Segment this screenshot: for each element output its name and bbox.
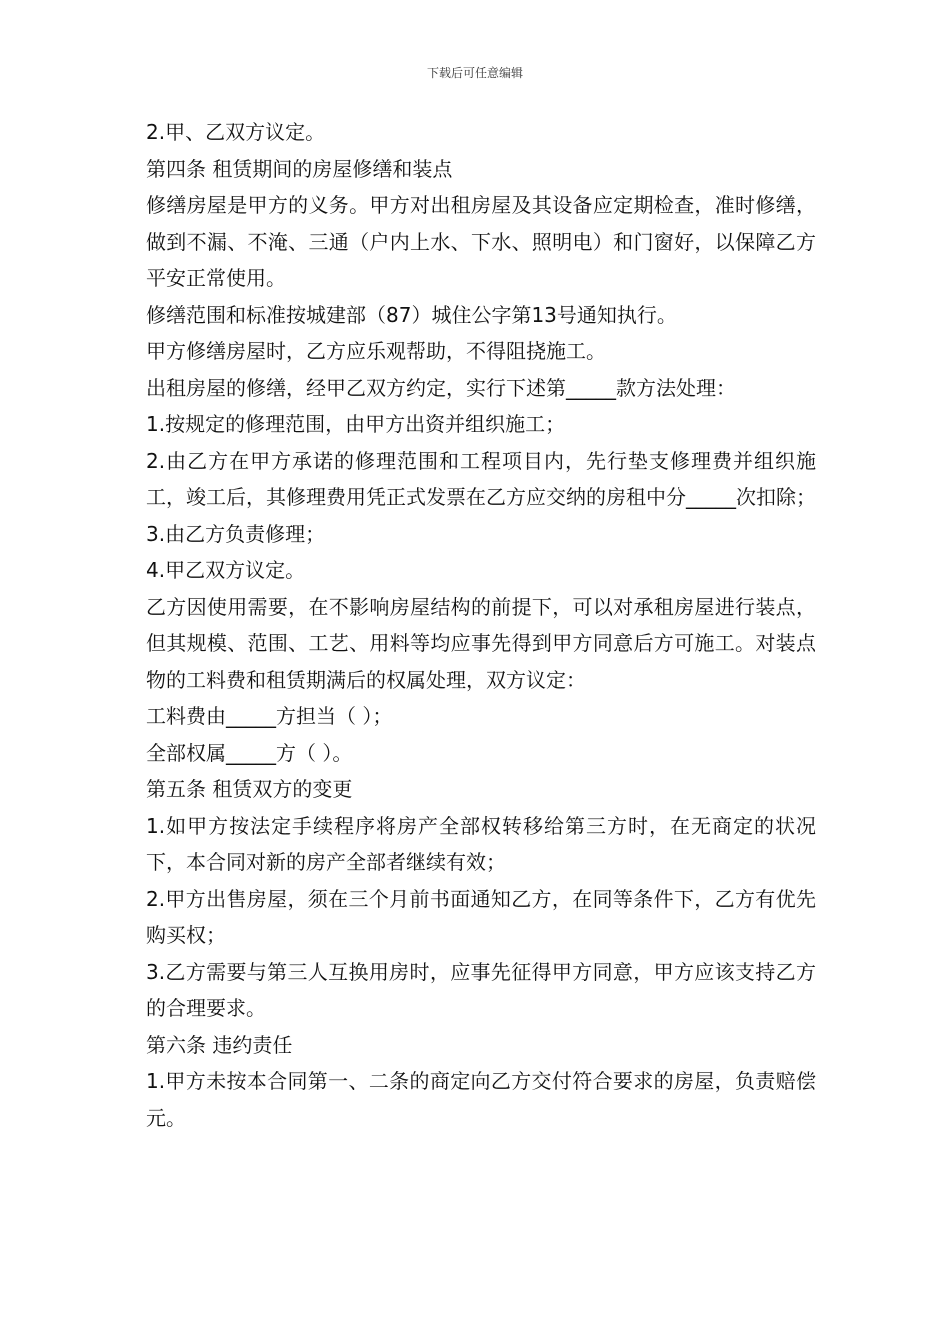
paragraph-11: 乙方因使用需要，在不影响房屋结构的前提下，可以对承租房屋进行装点，但其规模、范围、工艺、用料等均应事先得到甲方同意后方可施工。对装点物的工料费和租赁期满后的权属处理，双方议定： — [146, 594, 816, 692]
paragraph-5: 甲方修缮房屋时，乙方应乐观帮助，不得阻挠施工。 — [146, 339, 606, 363]
paragraph-1: 2.甲、乙双方议定。 — [146, 120, 326, 144]
paragraph-6: 出租房屋的修缮，经甲乙双方约定，实行下述第_____款方法处理： — [146, 375, 736, 400]
page-header: 下载后可任意编辑 — [426, 66, 523, 80]
paragraph-4: 修缮范围和标准按城建部（87）城住公字第13号通知执行。 — [146, 302, 677, 327]
paragraph-12: 工料费由_____方担当（ ）； — [146, 704, 393, 728]
list-item-2: 2.由乙方在甲方承诺的修理范围和工程项目内，先行垫支修理费并组织施工，竣工后，其修理费用凭正式发票在乙方应交纳的房租中分_____次扣除； — [146, 448, 816, 509]
list-item-5-2: 2.甲方出售房屋，须在三个月前书面通知乙方，在同等条件下，乙方有优先购买权； — [146, 886, 816, 947]
section-heading-5: 第五条 租赁双方的变更 — [146, 777, 353, 801]
section-heading-6: 第六条 违约责任 — [146, 1032, 293, 1057]
list-item-4: 4.甲乙双方议定。 — [146, 558, 306, 582]
section-heading-4: 第四条 租赁期间的房屋修缮和装点 — [146, 156, 453, 181]
list-item-1: 1.按规定的修理范围，由甲方出资并组织施工； — [146, 412, 566, 436]
paragraph-13: 全部权属_____方（ ）。 — [146, 740, 353, 765]
list-item-5-3: 3.乙方需要与第三人互换用房时，应事先征得甲方同意，甲方应该支持乙方的合理要求。 — [146, 959, 816, 1020]
list-item-6-1: 1.甲方未按本合同第一、二条的商定向乙方交付符合要求的房屋，负责赔偿元。 — [146, 1069, 816, 1130]
list-item-3: 3.由乙方负责修理； — [146, 521, 326, 546]
document-body — [146, 114, 816, 1136]
list-item-5-1: 1.如甲方按法定手续程序将房产全部权转移给第三方时，在无商定的状况下，本合同对新的房产全部者继续有效； — [146, 813, 816, 874]
paragraph-3: 修缮房屋是甲方的义务。甲方对出租房屋及其设备应定期检查，准时修缮，做到不漏、不淹、三通（户内上水、下水、照明电）和门窗好，以保障乙方平安正常使用。 — [146, 193, 816, 290]
